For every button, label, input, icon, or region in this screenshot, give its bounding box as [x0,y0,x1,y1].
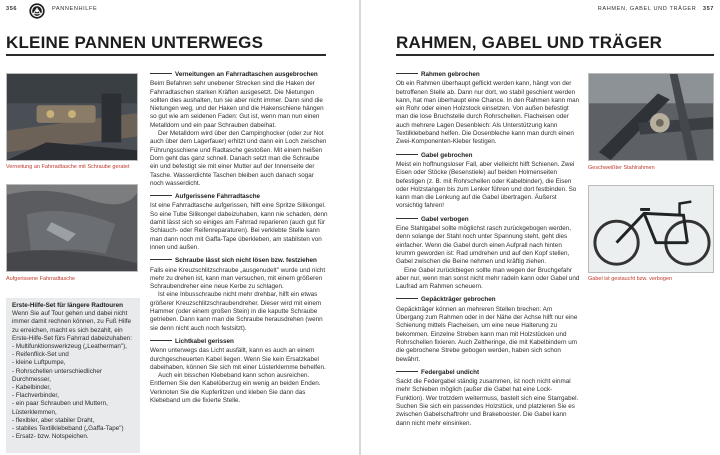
paragraph: Eine Gabel zurückbiegen sollte man wegen der Bruchgefahr aber nur, wenn man sonst nicht mehr radeln kann oder Gabel und Laufrad am Rahmen scheuern. [396,266,580,291]
section-heading: Verneitungen an Fahrradtaschen ausgebrochen [150,71,328,79]
list-item: - flexibler, aber stabiler Draht, [12,416,95,424]
infobox-list [12,343,134,441]
paragraph: Beim Befahren sehr unebener Strecken sind die Haken der Fahrradtaschen starken Kräften ausgesetzt. Die Nietungen sollten dies aushalten, tun sie aber nicht immer. Dann sind die Nietungen weg, und der Haken und die Hakenschiene hängen so gut wie am seidenen Faden: Gut ist, wenn man nun einen Metalldorn und ein paar Schrauben dabeihat. [150,80,324,129]
section-heading: Rahmen gebrochen [396,71,580,79]
infobox-intro: Wenn Sie auf Tour gehen und dabei nicht immer damit rechnen können, zu Fuß Hilfe zu erreichen, macht es sich bezahlt, ein Erste-Hilfe-Set fürs Fahrrad dabeizuhaben: [12,310,133,342]
page-number-left: 356 [6,6,18,12]
section-heading: Schraube lässt sich nicht lösen bzw. festziehen [150,257,328,265]
photo2-caption-right: Gabel ist gestaucht bzw. verbogen [588,276,673,282]
paragraph: Gepäckträger können an mehreren Stellen brechen: Am Übergang zum Rahmen oder in der Nähe der Achse hilft nur eine Schienung mittels Flacheisen, um eine neue Halterung zu bekommen. Einzelne Streben kann man mit Holzstücken und Rohrschellen fixieren. Auch Zeltheringe, die mit Kabelbindern um die gebrochene Strebe gebogen werden, haben sich schon bewährt. [396,305,578,363]
list-item: - kleine Luftpumpe, [12,359,66,367]
list-item: - Rohrschellen unterschiedlicher Durchmesser, [12,367,102,383]
section-heading: Federgabel undicht [396,369,580,377]
photo-bag-rivet [6,73,138,161]
first-aid-infobox [6,298,140,453]
left-text-column [150,71,328,405]
list-item: - Reifenflick-Set und [12,351,69,359]
list-item: - stabiles Textilklebeband („Gaffa-Tape") [12,425,124,433]
page-number-right: 357 [702,6,714,12]
section-heading: Aufgerissene Fahrradtasche [150,193,328,201]
infobox-title: Erste-Hilfe-Set für längere Radtouren [12,302,123,309]
list-item: - Kabelbinder, [12,384,51,392]
right-text-column [396,71,580,428]
paragraph: Ist eine Fahrradtasche aufgerissen, hilft eine Spritze Silikongel. So eine Tube Silikongel dabeizuhaben, kann nie schaden, denn damit lässt sich so einiges am Fahrrad reparieren (auch gut für Schlauch- oder Reifenreparaturen). Bei verklebte Stelle kann man dann noch mit Gaffa-Tape überkleben, am stabilsten von innen und außen. [150,202,328,251]
photo-welded-frame [588,73,714,161]
photo2-caption-left: Aufgerissene Fahrradtasche [6,276,76,282]
paragraph: Eine Stahlgabel sollte möglichst rasch zurückgebogen werden, denn solange der Stahl noch unter Spannung steht, geht dies einfacher. Wenn die Gabel durch einen Aufprall nach hinten krumm geworden ist: Rad umdrehen und auf den Kopf stellen, Gabel zwischen die Beine nehmen und kräftig ziehen. [396,225,572,266]
paragraph: Auch ein bisschen Klebeband kann schon ausreichen. Entfernen Sie den Kabelüberzug ein wenig an beiden Enden. Verknoten Sie die Kupferlitzen und kleben Sie dann das Klebeband um die fixierte Stelle. [150,372,321,404]
photo1-caption-right: Geschweißter Stahlrahmen [588,165,655,171]
paragraph: Ob ein Rahmen überhaupt geflickt werden kann, hängt von der betroffenen Stelle ab. Dann nur dort, wo stabil geschient werden kann, hat man überhaupt eine Chance. In den Rahmen kann man ein Rohr oder einen Holzstock einsetzen. Von außen befestigt man die lose Bruchstelle durch Rohrschellen. Flacheisen oder auch mehrere Lagen Desenblech: Als Unterstützung kann Textilklebeband helfen. Die Dosenbleche kann man durch einen Zwei-Komponenten-Kleber festigen. [396,80,580,146]
running-head-title-right: RAHMEN, GABEL UND TRÄGER [597,6,697,12]
list-item: - Multifunktionswerkzeug („Leatherman"), [12,343,127,351]
section-heading: Gabel verbogen [396,216,580,224]
list-item: - Ersatz- bzw. Notspeichen. [12,433,89,441]
chapter-title-left: KLEINE PANNEN UNTERWEGS [6,33,264,52]
section-heading: Gepäckträger gebrochen [396,296,580,304]
section-heading: Lichtkabel gerissen [150,338,328,346]
chapter-title-right: RAHMEN, GABEL UND TRÄGER [396,33,663,52]
running-head-right [598,6,714,12]
right-page [360,0,720,455]
title-rule-right [396,54,714,56]
section-heading: Gabel gebrochen [396,152,580,160]
photo-bent-fork [588,185,714,273]
running-head-title-left: PANNENHILFE [52,6,98,12]
paragraph: Der Metalldorn wird über den Campinghocker (oder zur Not auch über dem Lagerfauer) erhitzt und dann ein Loch zwischen Führungsschiene und Radtasche gestoßen. Mit einem heißen Dorn geht das ganz schnell. Danach setzt man die Schraube ein und befestigt sie mit einer Mutter auf der Innenseite der Tasche. Wasserdichte Taschen bleiben auch danach sogar noch wasserdicht. [150,130,327,187]
list-item: - Flachverbinder, [12,392,59,400]
photo1-caption-left: Verneitung an Fahrradtasche mit Schraube geratet [6,164,130,170]
paragraph: Wenn unterwegs das Licht ausfällt, kann es auch an einem durchgescheuerten Kabel liegen. Wenn Sie kein Ersatzkabel dabeihaben, können Sie sich mit einer Lüsterklemme behelfen. [150,347,326,371]
paragraph: Meist ein hoffnungsloser Fall, aber vielleicht hilft Schienen. Zwei Eisen oder Stöcke (Besenstiele) auf beiden Holmenseiten befestigen (z. B. mit Rohrschellen oder Kabelbinder), die Eisen oder Holzstangen bis zum Lenker führen und dort festbinden. So kann man die Lenkung auf die Gabel übertragen. Äußerst vorsichtig fahren! [396,160,577,210]
list-item: - ein paar Schrauben und Muttern, Lüsterklemmen, [12,400,108,416]
title-rule-left [6,54,326,56]
paragraph: Falls eine Kreuzschlitzschraube „ausgenudelt" wurde und nicht mehr zu drehen ist, kann man versuchen, mit einem größeren Schraubendreher eine neue Kerbe zu schlagen. [150,266,326,291]
photo-torn-bag [6,184,138,272]
running-head-left [6,6,17,12]
paragraph: Sackt die Federgabel ständig zusammen, ist noch nicht einmal mehr Schieben möglich (außer die Gabel hat eine Lock-Funktion). Wer trotzdem weitermuss, bastelt sich eine Starrgabel. Suchen Sie sich ein passendes Holzstück, und platzieren Sie es zwischen Gabelschaftrohr und Brakebooster. Die Gabel kann dann nicht mehr einsinken. [396,378,579,427]
bicycle-gear-icon [28,2,46,20]
paragraph: Ist eine Inbusschraube nicht mehr drehbar, hilft ein etwas größerer Kreuzschlitzschraubendreher. Dieser wird mit einem Hammer (oder einem großen Stein) in die kaputte Schraube getrieben. Dann kann man die Schraube herausdrehen (wenn sie denn nicht auch noch festsitzt). [150,291,323,332]
